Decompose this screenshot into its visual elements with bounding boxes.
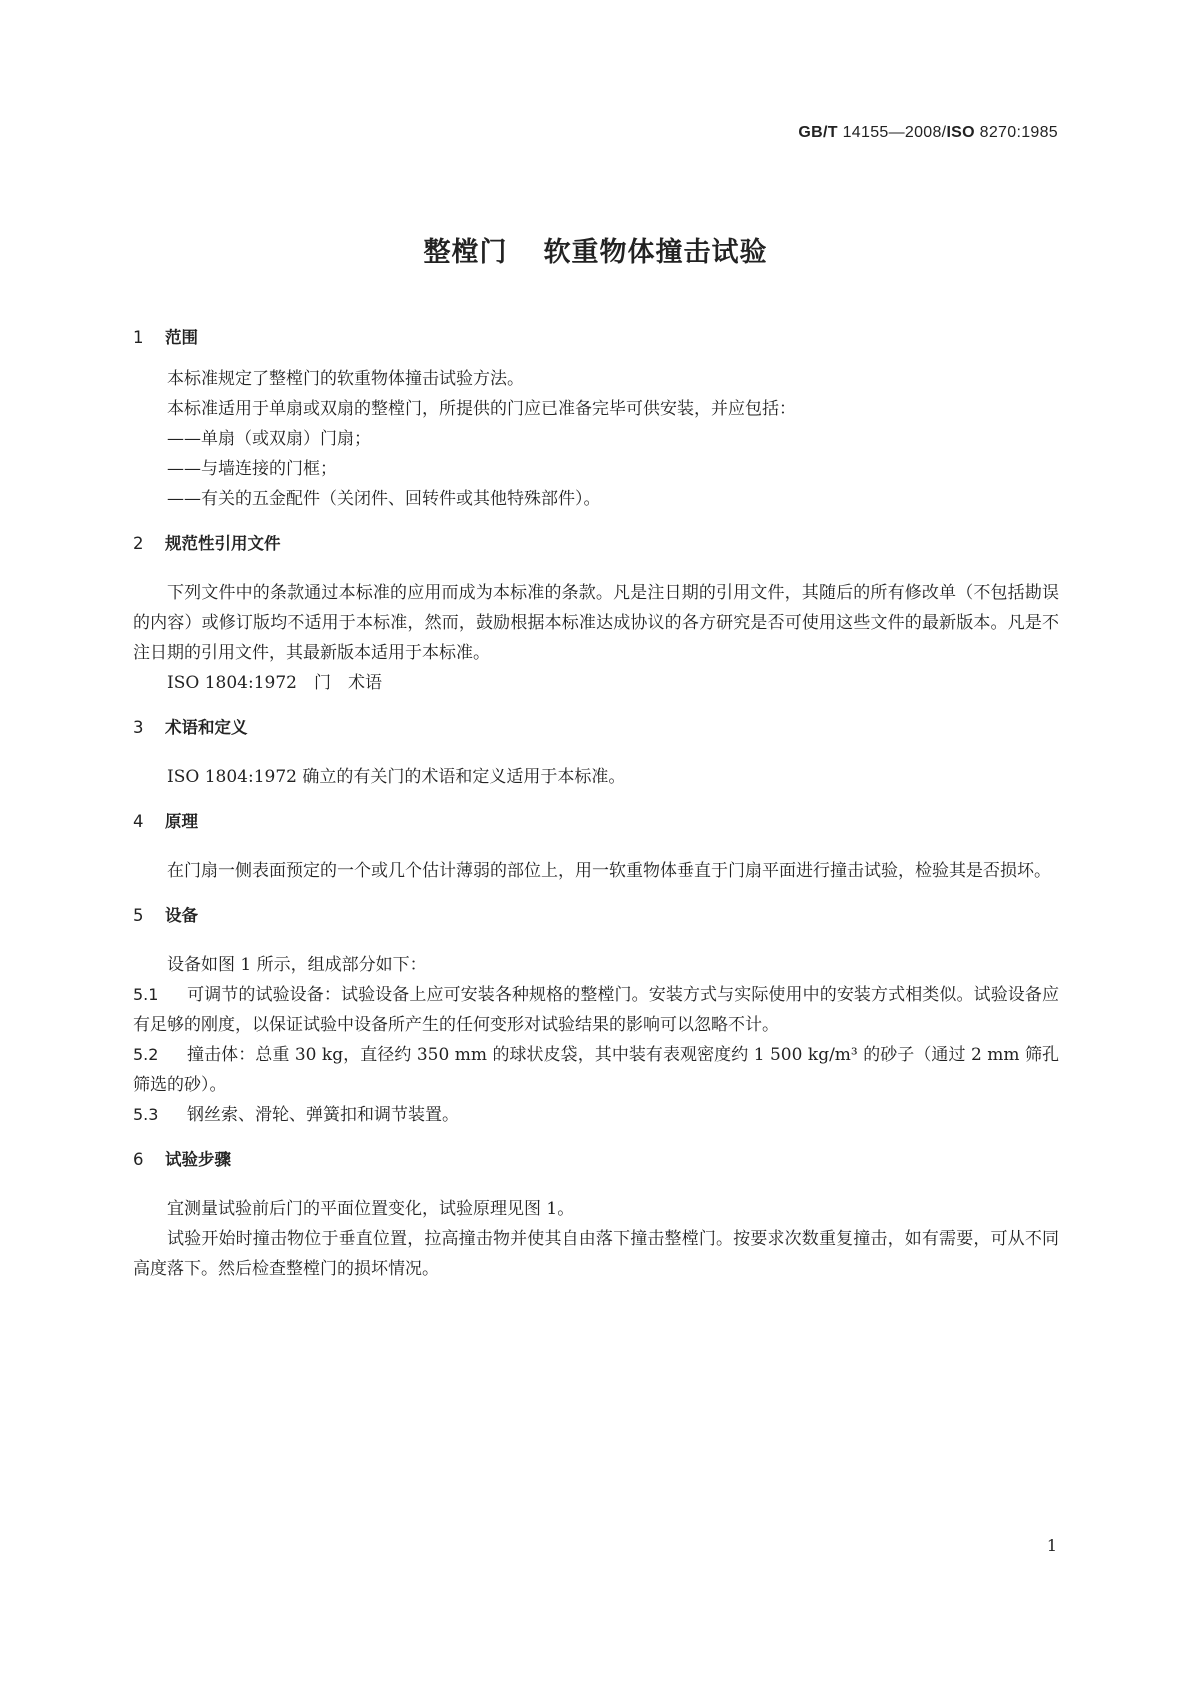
section-number: 6 bbox=[133, 1150, 144, 1169]
section-number: 5 bbox=[133, 906, 144, 925]
standard-code-number: 14155—2008/ bbox=[842, 124, 947, 141]
section-title: 设备 bbox=[165, 906, 198, 925]
standard-code-iso-number: 8270:1985 bbox=[979, 124, 1058, 141]
subsection bbox=[133, 1040, 1059, 1100]
section-title: 术语和定义 bbox=[165, 718, 248, 737]
section-number: 2 bbox=[133, 534, 144, 553]
paragraph: 在门扇一侧表面预定的一个或几个估计薄弱的部位上，用一软重物体垂直于门扇平面进行撞击试验，检验其是否损坏。 bbox=[167, 861, 1051, 881]
subsection-number: 5.1 bbox=[133, 985, 159, 1004]
section-title: 原理 bbox=[165, 812, 198, 831]
list-item: ——有关的五金配件（关闭件、回转件或其他特殊部件）。 bbox=[167, 489, 601, 509]
paragraph: 设备如图 1 所示，组成部分如下： bbox=[167, 955, 427, 975]
section-heading bbox=[133, 810, 1059, 834]
title-part-1: 整樘门 bbox=[423, 237, 508, 268]
subsection-number: 5.3 bbox=[133, 1105, 159, 1124]
paragraph: 下列文件中的条款通过本标准的应用而成为本标准的条款。凡是注日期的引用文件，其随后的所有修改单（不包括勘误的内容）或修订版均不适用于本标准，然而，鼓励根据本标准达成协议的各方研究是否可使用这些文件的最新版本。凡是不注日期的引用文件，其最新版本适用于本标准。 bbox=[133, 583, 1059, 663]
section-number: 3 bbox=[133, 718, 144, 737]
subsection-text: 可调节的试验设备：试验设备上应可安装各种规格的整樘门。安装方式与实际使用中的安装方式相类似。试验设备应有足够的刚度，以保证试验中设备所产生的任何变形对试验结果的影响可以忽略不计。 bbox=[133, 985, 1059, 1035]
section-heading bbox=[133, 904, 1059, 928]
paragraph: ISO 1804:1972 确立的有关门的术语和定义适用于本标准。 bbox=[167, 767, 626, 787]
section-heading bbox=[133, 1148, 1059, 1172]
subsection bbox=[133, 1100, 1059, 1130]
section-title: 试验步骤 bbox=[165, 1150, 231, 1169]
standard-code-gb: GB/T bbox=[798, 124, 838, 141]
document-title bbox=[0, 230, 1191, 269]
subsection bbox=[133, 980, 1059, 1040]
standard-code-iso: ISO bbox=[946, 124, 975, 141]
subsection-text: 撞击体：总重 30 kg，直径约 350 mm 的球状皮袋，其中装有表观密度约 1 500 kg/m³ 的砂子（通过 2 mm 筛孔筛选的砂）。 bbox=[133, 1045, 1059, 1095]
section-title: 范围 bbox=[165, 328, 198, 347]
list-item: ——单扇（或双扇）门扇； bbox=[167, 429, 371, 449]
paragraph: 本标准适用于单扇或双扇的整樘门，所提供的门应已准备完毕可供安装，并应包括： bbox=[167, 399, 796, 419]
list-item: ——与墙连接的门框； bbox=[167, 459, 337, 479]
page-number: 1 bbox=[1046, 1536, 1057, 1555]
paragraph: 试验开始时撞击物位于垂直位置，拉高撞击物并使其自由落下撞击整樘门。按要求次数重复撞击，如有需要，可从不同高度落下。然后检查整樘门的损坏情况。 bbox=[133, 1229, 1059, 1279]
title-part-2: 软重物体撞击试验 bbox=[543, 237, 768, 268]
section-number: 4 bbox=[133, 812, 144, 831]
section-heading bbox=[133, 716, 1059, 740]
paragraph: 本标准规定了整樘门的软重物体撞击试验方法。 bbox=[167, 369, 524, 389]
section-title: 规范性引用文件 bbox=[165, 534, 281, 553]
standard-code bbox=[798, 124, 1058, 142]
document-body bbox=[133, 326, 1059, 1284]
section-number: 1 bbox=[133, 328, 144, 347]
section-heading bbox=[133, 326, 1059, 350]
section-heading bbox=[133, 532, 1059, 556]
subsection-number: 5.2 bbox=[133, 1045, 159, 1064]
subsection-text: 钢丝索、滑轮、弹簧扣和调节装置。 bbox=[187, 1105, 459, 1125]
paragraph: 宜测量试验前后门的平面位置变化，试验原理见图 1。 bbox=[167, 1199, 575, 1219]
reference-item: ISO 1804:1972 门 术语 bbox=[167, 673, 382, 693]
